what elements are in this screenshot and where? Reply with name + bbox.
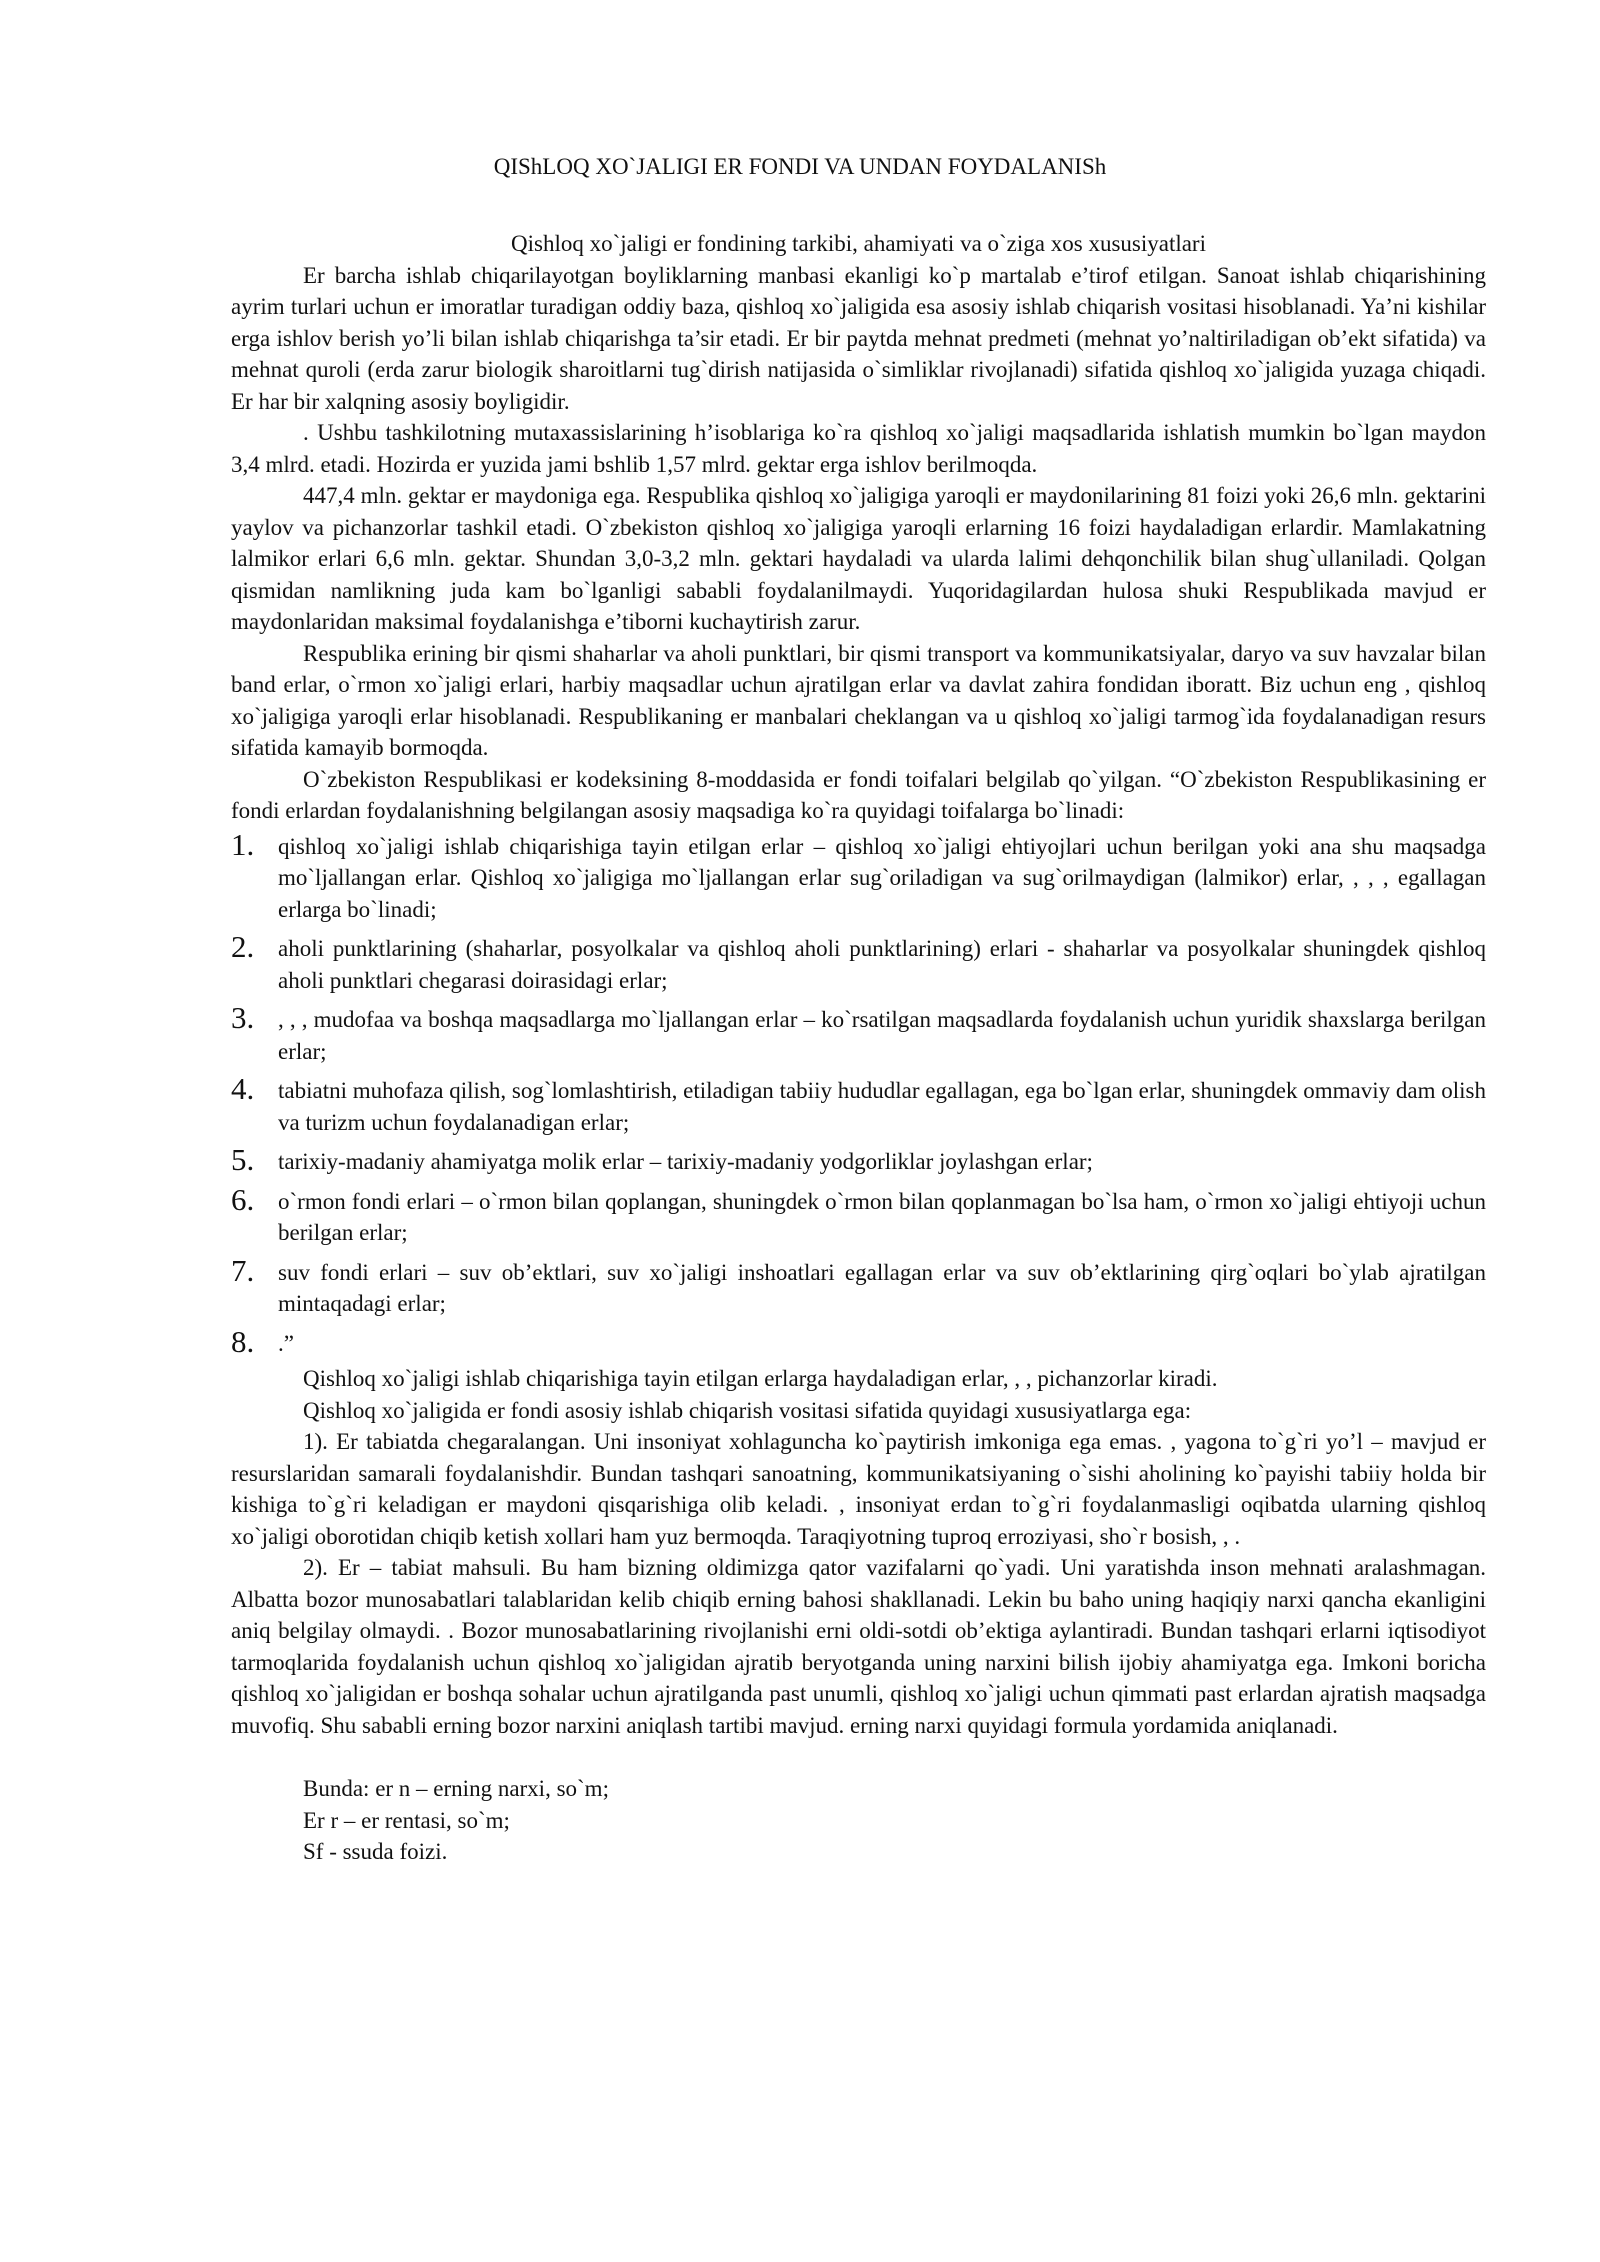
paragraph: Er barcha ishlab chiqarilayotgan boyliklarning manbasi ekanligi ko`p martalab e’tirof etilgan. Sanoat ishlab chiqarishining ayrim turlari uchun er imoratlar turadigan oddiy baza, qishloq xo`jaligida esa asosiy ishlab chiqarish vositasi hisoblanadi. Ya’ni kishilar erga ishlov berish yo’li bilan ishlab chiqarishga ta’sir etadi. Er bir paytda mehnat predmeti (mehnat yo’naltiriladigan ob’ekt sifatida) va mehnat quroli (erda zarur biologik sharoitlarni tug`dirish natijasida o`simliklar rivojlanadi) sifatida qishloq xo`jaligida yuzaga chiqadi. Er har bir xalqning asosiy boyligidir. [231, 262, 1486, 414]
paragraph: O`zbekiston Respublikasi er kodeksining 8-moddasida er fondi toifalari belgilab qo`yilgan. “O`zbekiston Respublikasining er fondi erlardan foydalanishning belgilangan asosiy maqsadiga ko`ra quyidagi toifalarga bo`linadi: [231, 766, 1486, 823]
document-title: QIShLOQ XO`JALIGI ER FONDI VA UNDAN FOYDALANISh [493, 154, 1107, 179]
list-item-text: , , , mudofaa va boshqa maqsadlarga mo`ljallangan erlar – ko`rsatilgan maqsadlarda foydalanish uchun yuridik shaxslarga berilgan erlar; [278, 1007, 1486, 1064]
list-item [231, 826, 1486, 926]
note-line: Bunda: er n – erning narxi, so`m; [303, 1776, 609, 1801]
paragraph: 2). Er – tabiat mahsuli. Bu ham bizning oldimizga qator vazifalarni qo`yadi. Uni yaratishda inson mehnati aralashmagan. Albatta bozor munosabatlari talablaridan kelib chiqib erning bahosi shakllanadi. Lekin bu baho uning haqiqiy narxi qancha ekanligini aniq belgilay olmaydi. . Bozor munosabatlarining rivojlanishi erni oldi-sotdi ob’ektiga aylantiradi. Bundan tashqari erlarni iqtisodiyot tarmoqlarida foydalanish uchun qishloq xo`jaligidan ajratib beryotganda uning narxini bilish ijobiy ahamiyatga ega. Imkoni boricha qishloq xo`jaligidan er boshqa sohalar uchun ajratilganda past unumli, qishloq xo`jaligi uchun qimmati past erlardan ajratish maqsadga muvofiq. Shu sababli erning bozor narxini aniqlash tartibi mavjud. erning narxi quyidagi formula yordamida aniqlanadi. [231, 1555, 1486, 1738]
document-body [231, 228, 1486, 1868]
list-number: 3. [231, 1000, 255, 1035]
list-number: 1. [231, 826, 255, 862]
paragraph: Qishloq xo`jaligida er fondi asosiy ishlab chiqarish vositasi sifatida quyidagi xususiyatlarga ega: [303, 1397, 1192, 1423]
list-item [231, 1252, 1486, 1320]
list-number: 6. [231, 1181, 255, 1217]
list-item-text: suv fondi erlari – suv ob’ektlari, suv xo`jaligi inshoatlari egallagan erlar va suv ob’ektlarining qirg`oqlari bo`ylab ajratilgan mintaqadagi erlar; [278, 1259, 1486, 1316]
list-item [231, 1181, 1486, 1249]
list-item [231, 1142, 1486, 1178]
list-number: 2. [231, 929, 255, 964]
paragraph: 1). Er tabiatda chegaralangan. Uni insoniyat xohlaguncha ko`paytirish imkoniga ega emas. , yagona to`g`ri yo’l – mavjud er resurslaridan samarali foydalanishdir. Bundan tashqari sanoatning, kommunikatsiyaning o`sishi aholining ko`payishi tabiiy holda bir kishiga to`g`ri keladigan er maydoni qisqarishiga olib keladi. , insoniyat erdan to`g`ri foydalanmasligi oqibatda ularning qishloq xo`jaligi oborotidan chiqib ketish xollari ham yuz bermoqda. Taraqiyotning tuproq erroziyasi, sho`r bosish, , . [231, 1429, 1486, 1549]
list-item [231, 929, 1486, 996]
paragraph: 447,4 mln. gektar er maydoniga ega. Respublika qishloq xo`jaligiga yaroqli er maydonilarining 81 foizi yoki 26,6 mln. gektarini yaylov va pichanzorlar tashkil etadi. O`zbekiston qishloq xo`jaligiga yaroqli erlarning 16 foizi haydaladigan erlardir. Mamlakatning lalmikor erlari 6,6 mln. gektar. Shundan 3,0-3,2 mln. gektari haydaladi va ularda lalimi dehqonchilik bilan shug`ullaniladi. Qolgan qismidan namlikning juda kam bo`lganligi sababli foydalanilmaydi. Yuqoridagilardan hulosa shuki Respublikada mavjud er maydonlaridan maksimal foydalanishga e’tiborni kuchaytirish zarur. [231, 483, 1486, 634]
paragraph: Respublika erining bir qismi shaharlar va aholi punktlari, bir qismi transport va kommunikatsiyalar, daryo va suv havzalar bilan band erlar, o`rmon xo`jaligi erlari, harbiy maqsadlar uchun ajratilgan erlar va davlat zahira fondidan iboratt. Biz uchun eng , qishloq xo`jaligiga yaroqli erlar hisoblanadi. Respublikaning er manbalari cheklangan va u qishloq xo`jaligi tarmog`ida foydalanadigan resurs sifatida kamayib bormoqda. [231, 640, 1486, 760]
land-category-list [231, 826, 1486, 1360]
paragraph: . Ushbu tashkilotning mutaxassislarining h’isoblariga ko`ra qishloq xo`jaligi maqsadlarida ishlatish mumkin bo`lgan maydon 3,4 mlrd. etadi. Hozirda er yuzida jami bshlib 1,57 mlrd. gektar erga ishlov berilmoqda. [231, 420, 1486, 477]
list-number: 7. [231, 1252, 255, 1288]
list-number: 4. [231, 1071, 255, 1106]
list-item-text: o`rmon fondi erlari – o`rmon bilan qoplangan, shuningdek o`rmon bilan qoplanmagan bo`lsa ham, o`rmon xo`jaligi ehtiyoji uchun berilgan erlar; [278, 1188, 1486, 1245]
paragraph: Qishloq xo`jaligi ishlab chiqarishiga tayin etilgan erlarga haydaladigan erlar, , , pichanzorlar kiradi. [303, 1366, 1218, 1391]
note-line: Sf - ssuda foizi. [303, 1839, 448, 1864]
list-item [231, 1323, 1486, 1360]
list-number: 8. [231, 1323, 255, 1359]
list-item-text: .” [278, 1330, 294, 1356]
list-number: 5. [231, 1142, 255, 1177]
list-item-text: tarixiy-madaniy ahamiyatga molik erlar – tarixiy-madaniy yodgorliklar joylashgan erlar; [278, 1149, 1093, 1174]
list-item [231, 1071, 1486, 1138]
note-line: Er r – er rentasi, so`m; [303, 1807, 510, 1833]
list-item-text: qishloq xo`jaligi ishlab chiqarishiga tayin etilgan erlar – qishloq xo`jaligi ehtiyojlari uchun berilgan yoki ana shu maqsadga mo`ljallangan erlar. Qishloq xo`jaligiga mo`ljallangan erlar sug`oriladigan va sug`orilmaydigan (lalmikor) erlar, , , , egallagan erlarga bo`linadi; [278, 833, 1486, 922]
formula-notes [231, 1773, 1486, 1868]
section-subtitle: Qishloq xo`jaligi er fondining tarkibi, ahamiyati va o`ziga xos xususiyatlari [511, 231, 1206, 256]
list-item-text: aholi punktlarining (shaharlar, posyolkalar va qishloq aholi punktlarining) erlari - shaharlar va posyolkalar shuningdek qishloq aholi punktlari chegarasi doirasidagi erlar; [278, 936, 1486, 993]
list-item [231, 1000, 1486, 1067]
list-item-text: tabiatni muhofaza qilish, sog`lomlashtirish, etiladigan tabiiy hududlar egallagan, ega bo`lgan erlar, shuningdek ommaviy dam olish va turizm uchun foydalanadigan erlar; [278, 1078, 1486, 1135]
